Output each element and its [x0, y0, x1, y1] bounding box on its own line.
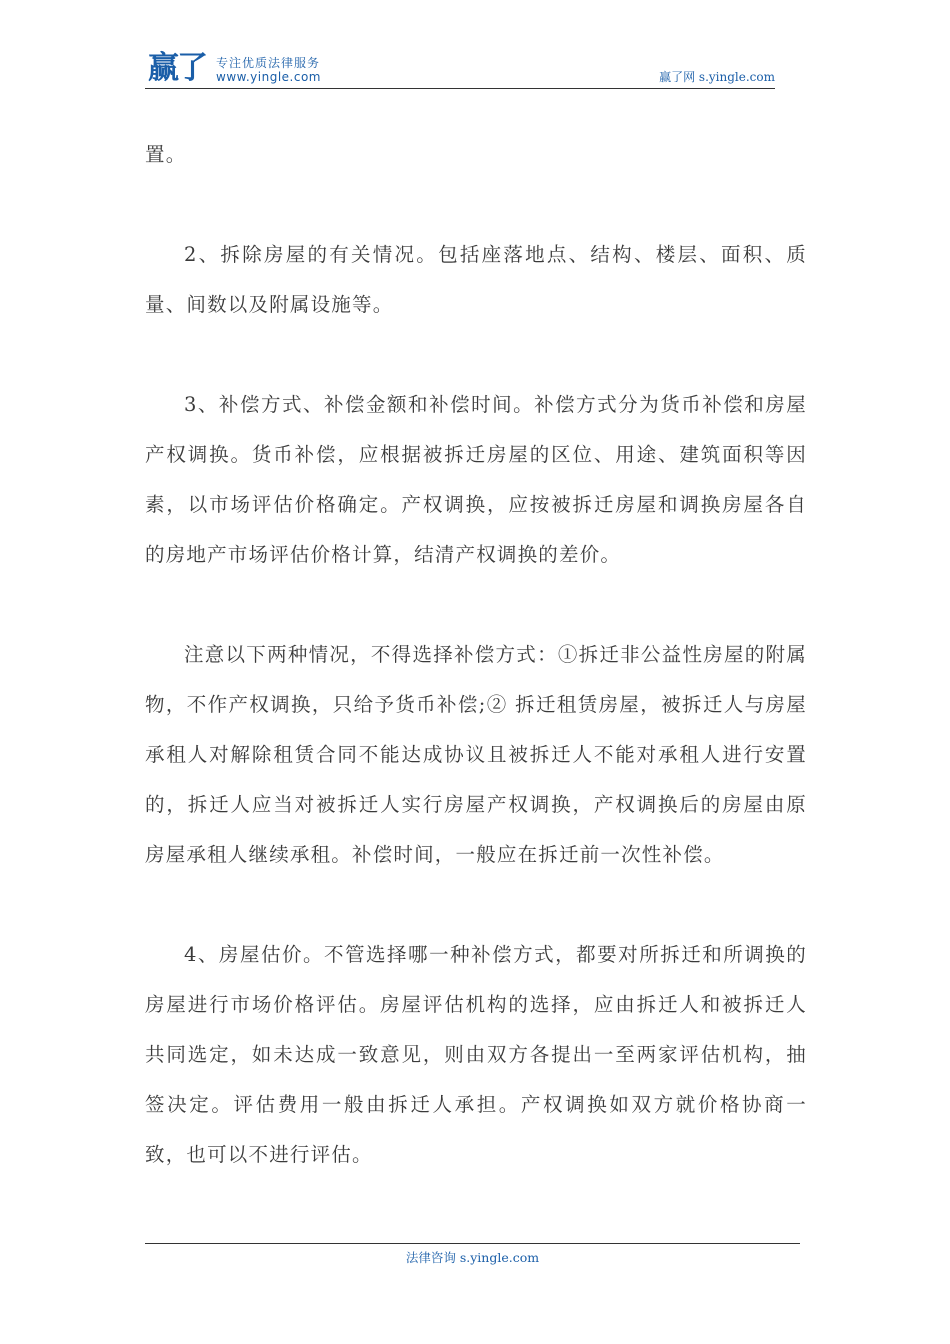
- document-body: [145, 130, 807, 1180]
- logo-mark: 赢了: [148, 50, 206, 86]
- paragraph-item-4: 4、房屋估价。不管选择哪一种补偿方式，都要对所拆迁和所调换的房屋进行市场价格评估。房屋评估机构的选择，应由拆迁人和被拆迁人共同选定，如未达成一致意见，则由双方各提出一至两家评估机构，抽签决定。评估费用一般由拆迁人承担。产权调换如双方就价格协商一致，也可以不进行评估。: [145, 943, 807, 1166]
- page-footer: [145, 1243, 800, 1266]
- logo-slogan: 专注优质法律服务: [216, 56, 321, 70]
- logo-url: www.yingle.com: [216, 70, 321, 84]
- paragraph-item-2: 2、拆除房屋的有关情况。包括座落地点、结构、楼层、面积、质量、间数以及附属设施等。: [145, 243, 807, 316]
- paragraph-item-3: 3、补偿方式、补偿金额和补偿时间。补偿方式分为货币补偿和房屋产权调换。货币补偿，应根据被拆迁房屋的区位、用途、建筑面积等因素，以市场评估价格确定。产权调换，应按被拆迁房屋和调换房屋各自的房地产市场评估价格计算，结清产权调换的差价。: [145, 393, 807, 566]
- header-site-link[interactable]: 赢了网 s.yingle.com: [659, 70, 775, 84]
- paragraph-note: 注意以下两种情况，不得选择补偿方式：①拆迁非公益性房屋的附属物，不作产权调换，只给予货币补偿;② 拆迁租赁房屋，被拆迁人与房屋承租人对解除租赁合同不能达成协议且被拆迁人不能对承租人进行安置的，拆迁人应当对被拆迁人实行房屋产权调换，产权调换后的房屋由原房屋承租人继续承租。补偿时间，一般应在拆迁前一次性补偿。: [145, 643, 807, 866]
- paragraph-continuation: 置。: [145, 143, 187, 166]
- page-header: [145, 48, 775, 89]
- footer-consult-link[interactable]: 法律咨询 s.yingle.com: [405, 1250, 540, 1265]
